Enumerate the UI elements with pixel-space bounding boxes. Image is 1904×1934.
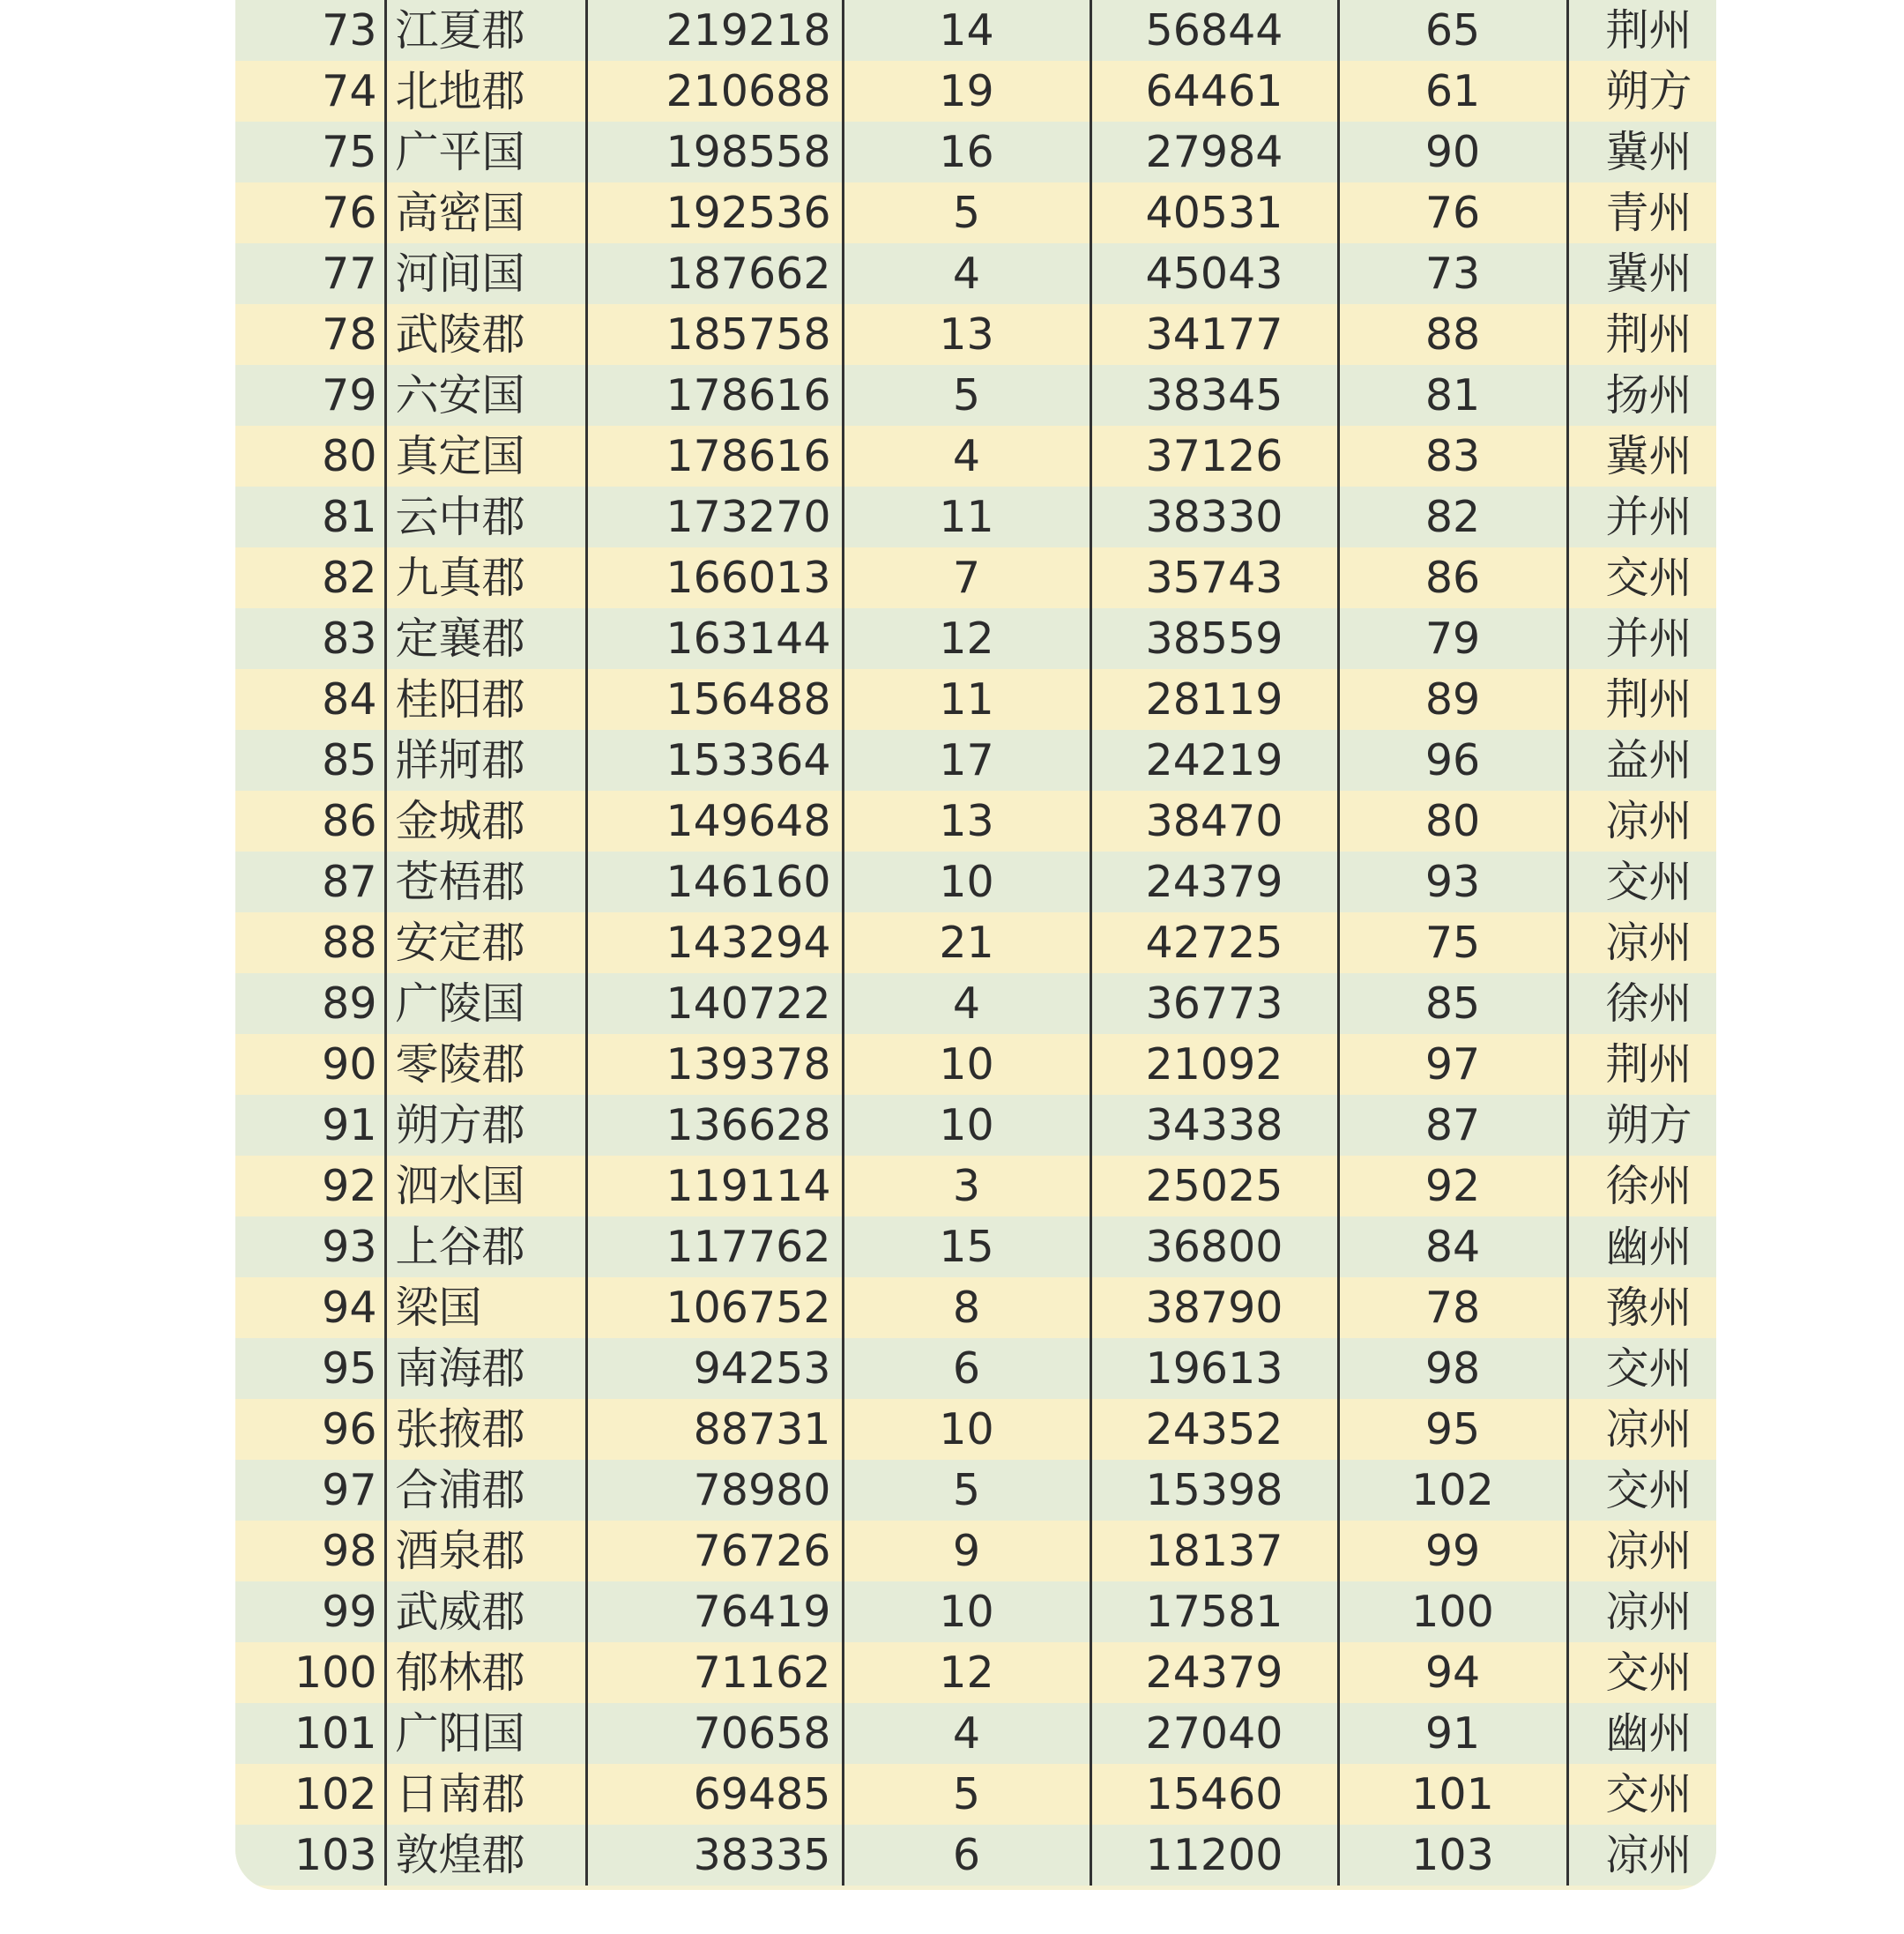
households-cell: 45043 xyxy=(1090,243,1338,304)
household-rank-cell: 83 xyxy=(1338,426,1567,487)
population-cell: 178616 xyxy=(586,426,843,487)
table-row xyxy=(235,1521,1716,1581)
province-cell: 徐州 xyxy=(1567,1156,1716,1216)
population-cell: 139378 xyxy=(586,1034,843,1095)
rank-cell: 98 xyxy=(235,1521,385,1581)
commandery-name-cell: 泗水国 xyxy=(385,1156,586,1216)
rank-cell: 93 xyxy=(235,1216,385,1277)
households-cell: 11200 xyxy=(1090,1825,1338,1886)
population-cell: 156488 xyxy=(586,669,843,730)
household-rank-cell: 79 xyxy=(1338,608,1567,669)
population-cell: 71162 xyxy=(586,1642,843,1703)
rank-cell: 75 xyxy=(235,122,385,182)
household-rank-cell: 95 xyxy=(1338,1399,1567,1460)
rank-cell: 76 xyxy=(235,182,385,243)
commandery-name-cell: 合浦郡 xyxy=(385,1460,586,1521)
commandery-name-cell: 南海郡 xyxy=(385,1338,586,1399)
county-count-cell: 21 xyxy=(843,912,1090,973)
households-cell: 38559 xyxy=(1090,608,1338,669)
rank-cell: 84 xyxy=(235,669,385,730)
county-count-cell: 6 xyxy=(843,1338,1090,1399)
province-cell: 凉州 xyxy=(1567,1581,1716,1642)
province-cell: 并州 xyxy=(1567,608,1716,669)
commandery-name-cell: 郁林郡 xyxy=(385,1642,586,1703)
households-cell: 37126 xyxy=(1090,426,1338,487)
household-rank-cell: 85 xyxy=(1338,973,1567,1034)
households-cell: 40531 xyxy=(1090,182,1338,243)
households-cell: 27040 xyxy=(1090,1703,1338,1764)
county-count-cell: 4 xyxy=(843,426,1090,487)
commandery-name-cell: 高密国 xyxy=(385,182,586,243)
county-count-cell: 15 xyxy=(843,1216,1090,1277)
rank-cell: 95 xyxy=(235,1338,385,1399)
population-cell: 185758 xyxy=(586,304,843,365)
county-count-cell: 3 xyxy=(843,1156,1090,1216)
population-cell: 70658 xyxy=(586,1703,843,1764)
commandery-name-cell: 梁国 xyxy=(385,1277,586,1338)
household-rank-cell: 101 xyxy=(1338,1764,1567,1825)
rank-cell: 102 xyxy=(235,1764,385,1825)
households-cell: 21092 xyxy=(1090,1034,1338,1095)
rank-cell: 90 xyxy=(235,1034,385,1095)
province-cell: 冀州 xyxy=(1567,243,1716,304)
table-row xyxy=(235,912,1716,973)
county-count-cell: 4 xyxy=(843,243,1090,304)
households-cell: 38330 xyxy=(1090,487,1338,547)
population-cell: 94253 xyxy=(586,1338,843,1399)
households-cell: 42725 xyxy=(1090,912,1338,973)
province-cell: 青州 xyxy=(1567,182,1716,243)
households-cell: 38470 xyxy=(1090,791,1338,852)
rank-cell: 74 xyxy=(235,61,385,122)
households-cell: 56844 xyxy=(1090,0,1338,61)
household-rank-cell: 75 xyxy=(1338,912,1567,973)
table-row xyxy=(235,730,1716,791)
province-cell: 交州 xyxy=(1567,852,1716,912)
households-cell: 15460 xyxy=(1090,1764,1338,1825)
population-cell: 76419 xyxy=(586,1581,843,1642)
table-row xyxy=(235,61,1716,122)
household-rank-cell: 78 xyxy=(1338,1277,1567,1338)
household-rank-cell: 76 xyxy=(1338,182,1567,243)
population-cell: 173270 xyxy=(586,487,843,547)
rank-cell: 79 xyxy=(235,365,385,426)
table-row xyxy=(235,547,1716,608)
households-cell: 38345 xyxy=(1090,365,1338,426)
household-rank-cell: 97 xyxy=(1338,1034,1567,1095)
province-cell: 凉州 xyxy=(1567,1399,1716,1460)
household-rank-cell: 96 xyxy=(1338,730,1567,791)
rank-cell: 91 xyxy=(235,1095,385,1156)
province-cell: 交州 xyxy=(1567,1642,1716,1703)
commandery-name-cell: 苍梧郡 xyxy=(385,852,586,912)
rank-cell: 86 xyxy=(235,791,385,852)
household-rank-cell: 99 xyxy=(1338,1521,1567,1581)
household-rank-cell: 87 xyxy=(1338,1095,1567,1156)
commandery-name-cell: 上谷郡 xyxy=(385,1216,586,1277)
household-rank-cell: 90 xyxy=(1338,122,1567,182)
rank-cell: 81 xyxy=(235,487,385,547)
province-cell: 幽州 xyxy=(1567,1703,1716,1764)
province-cell: 朔方 xyxy=(1567,1095,1716,1156)
population-cell: 153364 xyxy=(586,730,843,791)
population-cell: 88731 xyxy=(586,1399,843,1460)
commandery-name-cell: 广陵国 xyxy=(385,973,586,1034)
households-cell: 35743 xyxy=(1090,547,1338,608)
commandery-name-cell: 九真郡 xyxy=(385,547,586,608)
population-cell: 78980 xyxy=(586,1460,843,1521)
households-cell: 34338 xyxy=(1090,1095,1338,1156)
household-rank-cell: 80 xyxy=(1338,791,1567,852)
county-count-cell: 5 xyxy=(843,365,1090,426)
rank-cell: 85 xyxy=(235,730,385,791)
table-row xyxy=(235,122,1716,182)
commandery-name-cell: 牂牁郡 xyxy=(385,730,586,791)
county-count-cell: 9 xyxy=(843,1521,1090,1581)
population-cell: 219218 xyxy=(586,0,843,61)
county-count-cell: 13 xyxy=(843,304,1090,365)
county-count-cell: 4 xyxy=(843,1703,1090,1764)
table-row xyxy=(235,1216,1716,1277)
population-cell: 38335 xyxy=(586,1825,843,1886)
population-cell: 163144 xyxy=(586,608,843,669)
province-cell: 并州 xyxy=(1567,487,1716,547)
county-count-cell: 14 xyxy=(843,0,1090,61)
household-rank-cell: 86 xyxy=(1338,547,1567,608)
county-count-cell: 11 xyxy=(843,487,1090,547)
households-cell: 36773 xyxy=(1090,973,1338,1034)
commandery-name-cell: 武陵郡 xyxy=(385,304,586,365)
county-count-cell: 4 xyxy=(843,973,1090,1034)
population-cell: 198558 xyxy=(586,122,843,182)
province-cell: 荆州 xyxy=(1567,669,1716,730)
rank-cell: 97 xyxy=(235,1460,385,1521)
household-rank-cell: 91 xyxy=(1338,1703,1567,1764)
household-rank-cell: 98 xyxy=(1338,1338,1567,1399)
province-cell: 冀州 xyxy=(1567,122,1716,182)
table-row xyxy=(235,1095,1716,1156)
commandery-name-cell: 朔方郡 xyxy=(385,1095,586,1156)
rank-cell: 80 xyxy=(235,426,385,487)
county-count-cell: 5 xyxy=(843,182,1090,243)
households-cell: 17581 xyxy=(1090,1581,1338,1642)
table-row xyxy=(235,1460,1716,1521)
province-cell: 交州 xyxy=(1567,1460,1716,1521)
households-cell: 19613 xyxy=(1090,1338,1338,1399)
commandery-name-cell: 定襄郡 xyxy=(385,608,586,669)
county-count-cell: 16 xyxy=(843,122,1090,182)
households-cell: 24379 xyxy=(1090,1642,1338,1703)
county-count-cell: 17 xyxy=(843,730,1090,791)
rank-cell: 87 xyxy=(235,852,385,912)
province-cell: 幽州 xyxy=(1567,1216,1716,1277)
households-cell: 15398 xyxy=(1090,1460,1338,1521)
population-cell: 146160 xyxy=(586,852,843,912)
population-cell: 210688 xyxy=(586,61,843,122)
county-count-cell: 10 xyxy=(843,852,1090,912)
household-rank-cell: 92 xyxy=(1338,1156,1567,1216)
household-rank-cell: 89 xyxy=(1338,669,1567,730)
households-cell: 36800 xyxy=(1090,1216,1338,1277)
commandery-name-cell: 桂阳郡 xyxy=(385,669,586,730)
population-cell: 166013 xyxy=(586,547,843,608)
household-rank-cell: 102 xyxy=(1338,1460,1567,1521)
table-row xyxy=(235,973,1716,1034)
household-rank-cell: 93 xyxy=(1338,852,1567,912)
county-count-cell: 12 xyxy=(843,1642,1090,1703)
table-row xyxy=(235,1156,1716,1216)
household-rank-cell: 73 xyxy=(1338,243,1567,304)
household-rank-cell: 82 xyxy=(1338,487,1567,547)
table-row xyxy=(235,1399,1716,1460)
county-count-cell: 11 xyxy=(843,669,1090,730)
rank-cell: 94 xyxy=(235,1277,385,1338)
province-cell: 交州 xyxy=(1567,1764,1716,1825)
population-cell: 136628 xyxy=(586,1095,843,1156)
households-cell: 34177 xyxy=(1090,304,1338,365)
commandery-name-cell: 酒泉郡 xyxy=(385,1521,586,1581)
province-cell: 荆州 xyxy=(1567,0,1716,61)
population-cell: 119114 xyxy=(586,1156,843,1216)
population-cell: 117762 xyxy=(586,1216,843,1277)
commandery-name-cell: 广平国 xyxy=(385,122,586,182)
rank-cell: 101 xyxy=(235,1703,385,1764)
population-table-card xyxy=(235,0,1716,1890)
province-cell: 豫州 xyxy=(1567,1277,1716,1338)
county-count-cell: 10 xyxy=(843,1095,1090,1156)
table-row xyxy=(235,1277,1716,1338)
household-rank-cell: 65 xyxy=(1338,0,1567,61)
commandery-name-cell: 北地郡 xyxy=(385,61,586,122)
table-body xyxy=(235,0,1716,1886)
province-cell: 荆州 xyxy=(1567,304,1716,365)
county-count-cell: 8 xyxy=(843,1277,1090,1338)
table-row xyxy=(235,1034,1716,1095)
province-cell: 荆州 xyxy=(1567,1034,1716,1095)
population-cell: 76726 xyxy=(586,1521,843,1581)
county-count-cell: 7 xyxy=(843,547,1090,608)
commandery-name-cell: 零陵郡 xyxy=(385,1034,586,1095)
province-cell: 徐州 xyxy=(1567,973,1716,1034)
rank-cell: 88 xyxy=(235,912,385,973)
population-cell: 140722 xyxy=(586,973,843,1034)
commandery-name-cell: 河间国 xyxy=(385,243,586,304)
household-rank-cell: 103 xyxy=(1338,1825,1567,1886)
commandery-name-cell: 张掖郡 xyxy=(385,1399,586,1460)
table-row xyxy=(235,1338,1716,1399)
population-cell: 69485 xyxy=(586,1764,843,1825)
households-cell: 28119 xyxy=(1090,669,1338,730)
table-row xyxy=(235,791,1716,852)
table-row xyxy=(235,365,1716,426)
county-count-cell: 12 xyxy=(843,608,1090,669)
province-cell: 凉州 xyxy=(1567,1521,1716,1581)
province-cell: 益州 xyxy=(1567,730,1716,791)
rank-cell: 92 xyxy=(235,1156,385,1216)
households-cell: 27984 xyxy=(1090,122,1338,182)
rank-cell: 100 xyxy=(235,1642,385,1703)
households-cell: 25025 xyxy=(1090,1156,1338,1216)
county-count-cell: 13 xyxy=(843,791,1090,852)
county-count-cell: 10 xyxy=(843,1399,1090,1460)
table-row xyxy=(235,243,1716,304)
households-cell: 64461 xyxy=(1090,61,1338,122)
rank-cell: 103 xyxy=(235,1825,385,1886)
commandery-name-cell: 广阳国 xyxy=(385,1703,586,1764)
population-table xyxy=(235,0,1716,1886)
household-rank-cell: 88 xyxy=(1338,304,1567,365)
county-count-cell: 6 xyxy=(843,1825,1090,1886)
table-row xyxy=(235,426,1716,487)
table-row xyxy=(235,1825,1716,1886)
population-cell: 192536 xyxy=(586,182,843,243)
province-cell: 凉州 xyxy=(1567,912,1716,973)
table-row xyxy=(235,487,1716,547)
commandery-name-cell: 云中郡 xyxy=(385,487,586,547)
rank-cell: 82 xyxy=(235,547,385,608)
households-cell: 24219 xyxy=(1090,730,1338,791)
commandery-name-cell: 真定国 xyxy=(385,426,586,487)
county-count-cell: 19 xyxy=(843,61,1090,122)
province-cell: 交州 xyxy=(1567,547,1716,608)
province-cell: 冀州 xyxy=(1567,426,1716,487)
rank-cell: 96 xyxy=(235,1399,385,1460)
table-row xyxy=(235,1581,1716,1642)
table-row xyxy=(235,304,1716,365)
rank-cell: 89 xyxy=(235,973,385,1034)
rank-cell: 77 xyxy=(235,243,385,304)
commandery-name-cell: 日南郡 xyxy=(385,1764,586,1825)
household-rank-cell: 100 xyxy=(1338,1581,1567,1642)
province-cell: 扬州 xyxy=(1567,365,1716,426)
household-rank-cell: 84 xyxy=(1338,1216,1567,1277)
commandery-name-cell: 安定郡 xyxy=(385,912,586,973)
rank-cell: 99 xyxy=(235,1581,385,1642)
table-row xyxy=(235,1703,1716,1764)
table-row xyxy=(235,852,1716,912)
province-cell: 朔方 xyxy=(1567,61,1716,122)
population-cell: 143294 xyxy=(586,912,843,973)
population-cell: 178616 xyxy=(586,365,843,426)
household-rank-cell: 94 xyxy=(1338,1642,1567,1703)
commandery-name-cell: 江夏郡 xyxy=(385,0,586,61)
rank-cell: 78 xyxy=(235,304,385,365)
households-cell: 24352 xyxy=(1090,1399,1338,1460)
table-row xyxy=(235,1642,1716,1703)
county-count-cell: 10 xyxy=(843,1034,1090,1095)
table-row xyxy=(235,182,1716,243)
province-cell: 凉州 xyxy=(1567,791,1716,852)
table-row xyxy=(235,669,1716,730)
commandery-name-cell: 金城郡 xyxy=(385,791,586,852)
county-count-cell: 10 xyxy=(843,1581,1090,1642)
county-count-cell: 5 xyxy=(843,1460,1090,1521)
commandery-name-cell: 敦煌郡 xyxy=(385,1825,586,1886)
commandery-name-cell: 武威郡 xyxy=(385,1581,586,1642)
households-cell: 18137 xyxy=(1090,1521,1338,1581)
province-cell: 交州 xyxy=(1567,1338,1716,1399)
population-cell: 106752 xyxy=(586,1277,843,1338)
household-rank-cell: 81 xyxy=(1338,365,1567,426)
table-row xyxy=(235,608,1716,669)
table-row xyxy=(235,1764,1716,1825)
rank-cell: 73 xyxy=(235,0,385,61)
population-cell: 187662 xyxy=(586,243,843,304)
province-cell: 凉州 xyxy=(1567,1825,1716,1886)
county-count-cell: 5 xyxy=(843,1764,1090,1825)
households-cell: 38790 xyxy=(1090,1277,1338,1338)
households-cell: 24379 xyxy=(1090,852,1338,912)
table-row xyxy=(235,0,1716,61)
household-rank-cell: 61 xyxy=(1338,61,1567,122)
commandery-name-cell: 六安国 xyxy=(385,365,586,426)
population-cell: 149648 xyxy=(586,791,843,852)
rank-cell: 83 xyxy=(235,608,385,669)
